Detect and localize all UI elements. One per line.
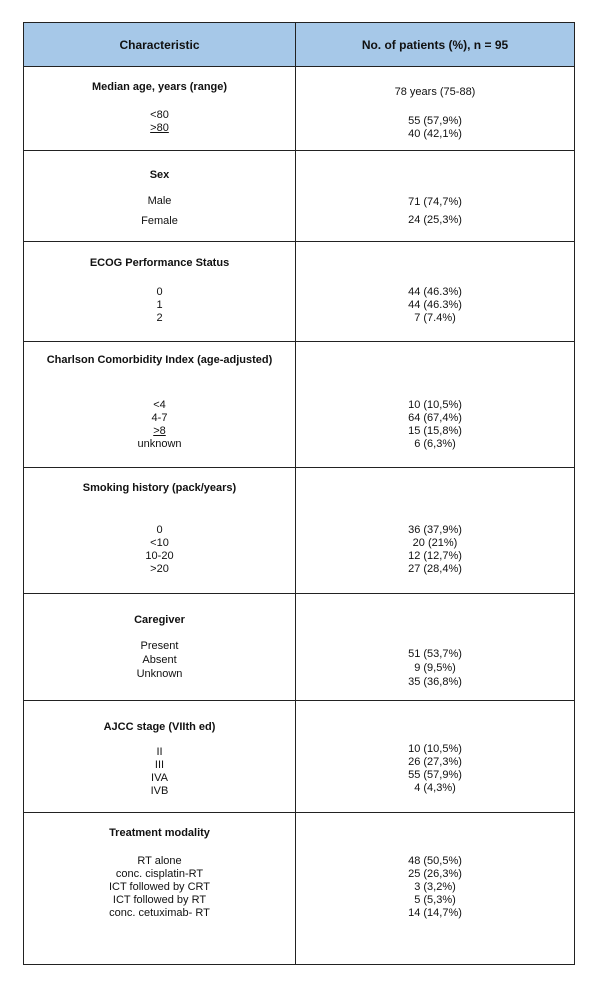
value-item: 6 (6,3%): [414, 438, 456, 450]
value-item: 26 (27,3%): [408, 756, 462, 768]
section-title: Caregiver: [134, 614, 185, 626]
section-items: [24, 399, 295, 451]
header-patients: No. of patients (%), n = 95: [361, 38, 509, 52]
value-item: 55 (57,9%): [408, 769, 462, 781]
list-item: <10: [150, 537, 169, 549]
value-item: 35 (36,8%): [408, 676, 462, 688]
list-item: RT alone: [137, 855, 182, 867]
value-item: 10 (10,5%): [408, 399, 462, 411]
section-charlson: [24, 342, 574, 468]
section-items: [24, 191, 295, 231]
value-item: 44 (46.3%): [408, 299, 462, 311]
value-item: 44 (46.3%): [408, 286, 462, 298]
value-item: 51 (53,7%): [408, 648, 462, 660]
patient-characteristics-table: [23, 22, 575, 965]
list-item: >20: [150, 563, 169, 575]
section-median-age: [24, 67, 574, 151]
value-item: 3 (3,2%): [414, 881, 456, 893]
value-item: 48 (50,5%): [408, 855, 462, 867]
section-caregiver: [24, 594, 574, 701]
section-title: AJCC stage (VIIth ed): [103, 721, 216, 733]
section-title: Median age, years (range): [91, 81, 228, 93]
list-item: 1: [156, 299, 163, 311]
section-items: [24, 109, 295, 135]
section-title: Treatment modality: [109, 827, 210, 839]
value-item: 7 (7.4%): [414, 312, 456, 324]
list-item: 10-20: [145, 550, 174, 562]
list-item: Absent: [142, 654, 177, 666]
section-items: [24, 286, 295, 325]
value-item: 9 (9,5%): [414, 662, 456, 674]
value-item: 36 (37,9%): [408, 524, 462, 536]
value-item: 71 (74,7%): [408, 196, 462, 208]
list-item: <4: [153, 399, 166, 411]
list-item: >8: [153, 425, 166, 437]
list-item: unknown: [137, 438, 182, 450]
value-item: 5 (5,3%): [414, 894, 456, 906]
section-treatment-modality: [24, 813, 574, 964]
header-characteristic: Characteristic: [119, 38, 200, 52]
value-item: 15 (15,8%): [408, 425, 462, 437]
section-sex: [24, 151, 574, 242]
value-item: 10 (10,5%): [408, 743, 462, 755]
section-values: [296, 193, 574, 229]
section-items: [24, 524, 295, 576]
section-title: ECOG Performance Status: [89, 257, 230, 269]
value-item: 12 (12,7%): [408, 550, 462, 562]
value-item: 14 (14,7%): [408, 907, 462, 919]
value-item: 55 (57,9%): [408, 115, 462, 127]
list-item: II: [156, 746, 163, 758]
list-item: 0: [156, 286, 163, 298]
section-items: [24, 855, 295, 920]
list-item: ICT followed by CRT: [108, 881, 211, 893]
value-item: 40 (42,1%): [408, 128, 462, 140]
list-item: >80: [150, 122, 169, 134]
list-item: conc. cisplatin-RT: [115, 868, 204, 880]
section-items: [24, 639, 295, 681]
table-header: [24, 23, 574, 67]
list-item: <80: [150, 109, 169, 121]
value-item: 24 (25,3%): [408, 214, 462, 226]
section-items: [24, 746, 295, 798]
section-values: [296, 743, 574, 795]
section-values: [296, 115, 574, 141]
section-values: [296, 647, 574, 689]
section-title: Smoking history (pack/years): [82, 482, 237, 494]
section-title: Sex: [149, 169, 170, 181]
list-item: Unknown: [136, 668, 183, 680]
section-values: [296, 524, 574, 576]
list-item: 2: [156, 312, 163, 324]
section-title: Charlson Comorbidity Index (age-adjusted): [46, 354, 273, 366]
list-item: Male: [147, 195, 172, 207]
section-values: [296, 855, 574, 920]
section-ajcc-stage: [24, 701, 574, 813]
list-item: ICT followed by RT: [112, 894, 207, 906]
list-item: 4-7: [151, 412, 168, 424]
value-item: 20 (21%): [412, 537, 458, 549]
list-item: III: [154, 759, 165, 771]
section-values: [296, 286, 574, 325]
value-item: 27 (28,4%): [408, 563, 462, 575]
section-values: [296, 399, 574, 451]
list-item: IVB: [150, 785, 169, 797]
list-item: Female: [141, 215, 178, 227]
section-ecog: [24, 242, 574, 342]
list-item: conc. cetuximab- RT: [109, 907, 210, 919]
section-summary: 78 years (75-88): [394, 86, 476, 98]
value-item: 25 (26,3%): [408, 868, 462, 880]
list-item: Present: [140, 640, 179, 652]
list-item: IVA: [151, 772, 168, 784]
value-item: 4 (4,3%): [414, 782, 456, 794]
section-smoking: [24, 468, 574, 594]
list-item: 0: [156, 524, 163, 536]
value-item: 64 (67,4%): [408, 412, 462, 424]
